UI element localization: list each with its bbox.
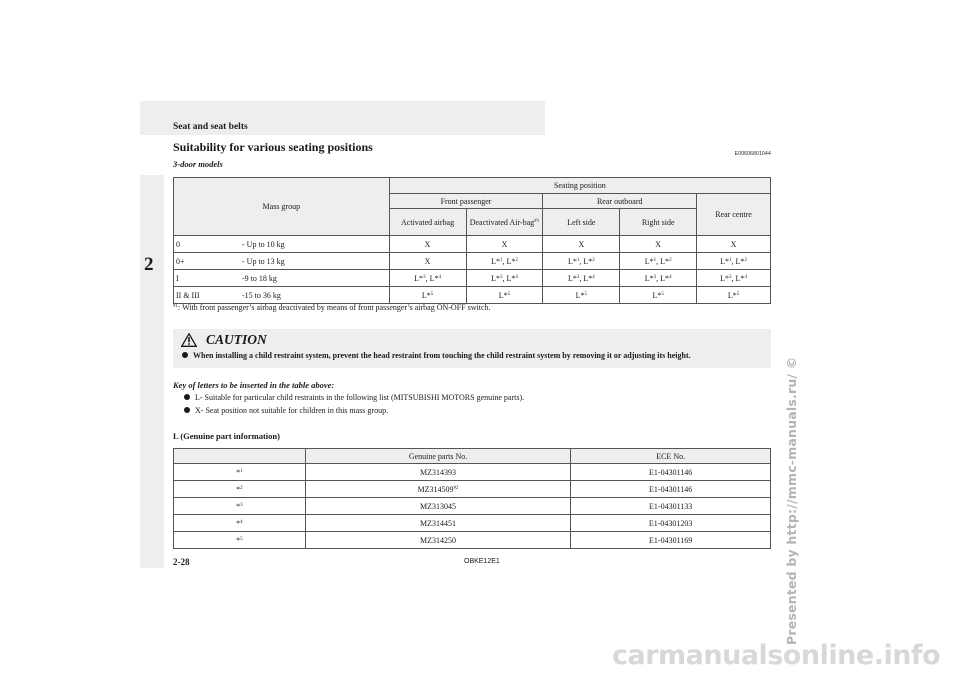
suitability-cell: X [543,236,620,253]
suitability-cell: L*$^5$ [389,287,466,304]
header-mark [174,449,306,464]
suitability-cell: L*$^1$, L*$^2$ [543,253,620,270]
header-rear-outboard: Rear outboard [543,194,697,209]
suitability-cell: L*$^3$, L*$^4$ [466,270,543,287]
bullet-icon [182,352,188,358]
mark-cell: *$^5$ [174,532,306,549]
mass-group-cell: I -9 to 18 kg [174,270,390,287]
suitability-cell: L*$^5$ [466,287,543,304]
part-number-cell: MZ314393 [305,464,571,481]
suitability-cell: L*$^5$ [620,287,697,304]
part-number-cell: MZ314509$^{\#2}$ [305,481,571,498]
mark-cell: *$^3$ [174,498,306,515]
ece-number-cell: E1-04301169 [571,532,771,549]
ece-number-cell: E1-04301133 [571,498,771,515]
header-deactivated-airbag: Deactivated Air-bag$^{\#1}$ [466,209,543,236]
ece-number-cell: E1-04301146 [571,464,771,481]
key-heading: Key of letters to be inserted in the table above: [173,380,335,390]
ece-number-cell: E1-04301146 [571,481,771,498]
table-footnote: $^{\#1}$: With front passenger’s airbag deactivated by means of front passenger’s airbag ON-OFF switch. [173,303,491,312]
document-code: OBKE12E1 [464,558,500,565]
suitability-cell: L*$^1$, L*$^2$ [620,253,697,270]
warning-triangle-icon [181,333,197,347]
section-title: Seat and seat belts [173,122,248,132]
suitability-cell: X [466,236,543,253]
chapter-number: 2 [144,254,154,275]
part-number-cell: MZ314451 [305,515,571,532]
chapter-tab [140,175,164,568]
page-heading: Suitability for various seating positions [173,140,373,154]
suitability-cell: X [389,253,466,270]
table-row [174,236,771,253]
suitability-cell: L*$^1$, L*$^2$ [466,253,543,270]
suitability-cell: X [697,236,771,253]
suitability-cell: L*$^5$ [543,287,620,304]
table-row [174,532,771,549]
header-right-side: Right side [620,209,697,236]
header-activated-airbag: Activated airbag [389,209,466,236]
bullet-icon [184,394,190,400]
parts-heading: L (Genuine part information) [173,431,280,441]
bottom-watermark: carmanualsonline.info [612,640,941,671]
caution-box [173,329,771,368]
header-rear-centre: Rear centre [697,194,771,236]
suitability-cell: L*$^5$ [697,287,771,304]
genuine-parts-table [173,448,771,549]
header-mass-group: Mass group [174,178,390,236]
mark-cell: *$^1$ [174,464,306,481]
header-left-side: Left side [543,209,620,236]
header-seating-position: Seating position [389,178,770,194]
key-item-x: X- Seat position not suitable for children in this mass group. [184,406,388,415]
ece-number-cell: E1-04301203 [571,515,771,532]
table-row [174,498,771,515]
bullet-icon [184,407,190,413]
suitability-cell: L*$^3$, L*$^4$ [543,270,620,287]
table-row [174,464,771,481]
suitability-cell: X [620,236,697,253]
reference-code: E00606801044 [734,151,771,157]
page-number: 2-28 [173,557,190,567]
header-part-no: Genuine parts No. [305,449,571,464]
suitability-cell: L*$^3$, L*$^4$ [620,270,697,287]
suitability-cell: L*$^3$, L*$^4$ [389,270,466,287]
table-row [174,515,771,532]
mass-group-cell: II & III -15 to 36 kg [174,287,390,304]
sub-heading: 3-door models [173,159,223,169]
header-front-passenger: Front passenger [389,194,543,209]
caution-text: When installing a child restraint system, prevent the head restraint from touching the child restraint system by removing it or adjusting its height. [182,351,691,360]
table-row [174,253,771,270]
mark-cell: *$^4$ [174,515,306,532]
mass-group-cell: 0 - Up to 10 kg [174,236,390,253]
table-row [174,481,771,498]
suitability-cell: L*$^1$, L*$^2$ [697,253,771,270]
caution-title: CAUTION [206,332,267,347]
header-ece-no: ECE No. [571,449,771,464]
suitability-cell: X [389,236,466,253]
suitability-cell: L*$^3$, L*$^4$ [697,270,771,287]
table-row [174,270,771,287]
seating-position-table [173,177,771,304]
part-number-cell: MZ314250 [305,532,571,549]
mark-cell: *$^2$ [174,481,306,498]
part-number-cell: MZ313045 [305,498,571,515]
table-row [174,287,771,304]
mass-group-cell: 0+ - Up to 13 kg [174,253,390,270]
side-watermark: Presented by http://mmc-manuals.ru/ © [784,356,799,645]
key-item-l: L- Suitable for particular child restraints in the following list (MITSUBISHI MOTORS genuine parts). [184,393,524,402]
